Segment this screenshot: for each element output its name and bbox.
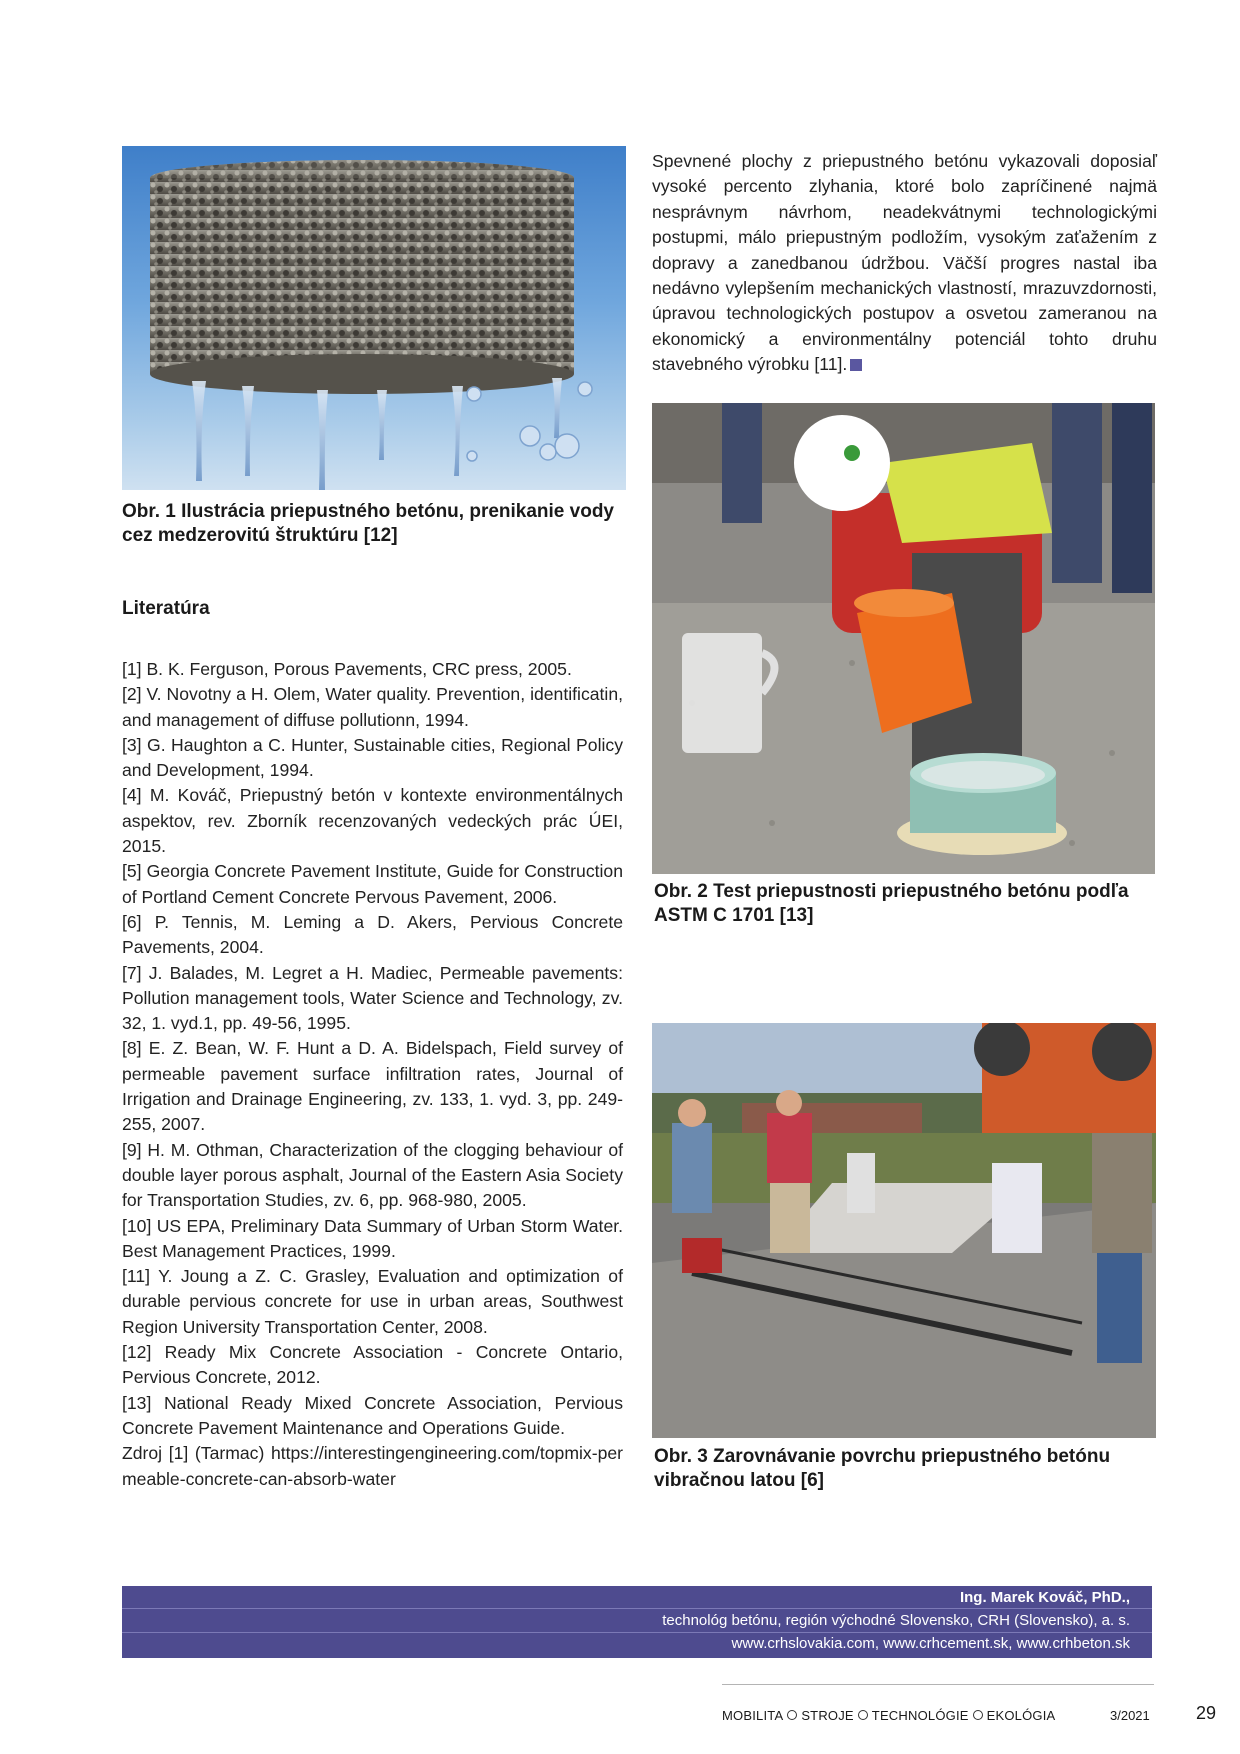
permeability-test-photo bbox=[652, 403, 1155, 874]
reference-item: [6] P. Tennis, M. Leming a D. Akers, Pervious Concrete Pavements, 2004. bbox=[122, 911, 623, 958]
issue-number: 3/2021 bbox=[1110, 1708, 1150, 1723]
author-band bbox=[122, 1586, 1152, 1658]
page-number: 29 bbox=[1196, 1703, 1217, 1723]
footer-rule bbox=[722, 1684, 1154, 1685]
end-of-article-square-icon bbox=[850, 359, 862, 371]
reference-item: [10] US EPA, Preliminary Data Summary of Urban Storm Water. Best Management Practices, 1999. bbox=[122, 1215, 623, 1261]
reference-item: [11] Y. Joung a Z. C. Grasley, Evaluation and optimization of durable pervious concrete for use in urban areas, Southwest Region University Transportation Center, 2008. bbox=[122, 1266, 623, 1337]
author-band-divider bbox=[122, 1608, 1152, 1609]
intro-text: Spevnené plochy z priepustného betónu vykazovali doposiaľ vysoké percento zlyhania, ktoré bolo zapríčinené najmä nesprávnym návrhom, neadekvátnymi technologickými postupmi, málo priepustným podložím, vysokým zaťažením z dopravy a zanedbanou údržbou. Väčší progres nastal iba nedávno vylepšením mechanických vlastností, mrazuvzdornosti, úpravou technologických postupov a osvetou zameranou na ekonomický a environmentálny potenciál tohto druhu stavebného výrobku [11]. bbox=[652, 151, 1157, 375]
footer-topic: TECHNOLÓGIE bbox=[871, 1708, 969, 1723]
reference-item: [3] G. Haughton a C. Hunter, Sustainable cities, Regional Policy and Development, 1994. bbox=[122, 734, 623, 781]
reference-item: [8] E. Z. Bean, W. F. Hunt a D. A. Bidelspach, Field survey of permeable pavement surface infiltration rates, Journal of Irrigation and Drainage Engineering, zv. 133, 1. vyd. 3, pp. 249-255, 2007. bbox=[122, 1038, 623, 1135]
author-band-divider bbox=[122, 1632, 1152, 1633]
circle-separator-icon bbox=[973, 1710, 983, 1720]
circle-separator-icon bbox=[858, 1710, 868, 1720]
reference-item: [2] V. Novotny a H. Olem, Water quality. Prevention, identificatin, and management of diffuse pollutionn, 1994. bbox=[122, 684, 623, 730]
figure-1-caption: Obr. 1 Ilustrácia priepustného betónu, prenikanie vody cez medzerovitú štruktúru [12] bbox=[122, 501, 614, 546]
author-websites: www.crhslovakia.com, www.crhcement.sk, www.crhbeton.sk bbox=[731, 1635, 1130, 1652]
author-name: Ing. Marek Kováč, PhD., bbox=[959, 1589, 1130, 1606]
reference-item: [7] J. Balades, M. Legret a H. Madiec, Permeable pavements: Pollution management tools, Water Science and Technology, zv. 32, 1. vyd.1, pp. 49-56, 1995. bbox=[122, 962, 623, 1034]
circle-separator-icon bbox=[787, 1710, 797, 1720]
figure-3-caption: Obr. 3 Zarovnávanie povrchu priepustného betónu vibračnou latou [6] bbox=[654, 1446, 1111, 1491]
reference-item: [1] B. K. Ferguson, Porous Pavements, CRC press, 2005. bbox=[122, 659, 572, 679]
source-note: Zdroj [1] (Tarmac) https://interestingengineering.com/topmix-permeable-concrete-can-absorb-water bbox=[122, 1443, 623, 1489]
figure-2-caption: Obr. 2 Test priepustnosti priepustného betónu podľa ASTM C 1701 [13] bbox=[654, 881, 1129, 926]
author-role: technológ betónu, región východné Slovensko, CRH (Slovensko), a. s. bbox=[662, 1612, 1130, 1629]
figure-1-image bbox=[122, 146, 626, 490]
reference-item: [5] Georgia Concrete Pavement Institute, Guide for Construction of Portland Cement Concrete Pervous Pavement, 2006. bbox=[122, 861, 623, 907]
intro-paragraph bbox=[652, 149, 1157, 378]
reference-item: [4] M. Kováč, Priepustný betón v kontexte environmentálnych aspektov, rev. Zborník recenzovaných vedeckých prác ÚEI, 2015. bbox=[122, 785, 623, 857]
reference-item: [9] H. M. Othman, Characterization of the clogging behaviour of double layer porous asphalt, Journal of the Eastern Asia Society for Transportation Studies, zv. 6, pp. 968-980, 2005. bbox=[122, 1139, 623, 1211]
footer-topic: STROJE bbox=[801, 1708, 854, 1723]
references-list bbox=[122, 657, 623, 1492]
reference-item: [13] National Ready Mixed Concrete Association, Pervious Concrete Pavement Maintenance and Operations Guide. bbox=[122, 1392, 623, 1438]
footer-topic: MOBILITA bbox=[722, 1708, 784, 1723]
figure-3-image bbox=[652, 1023, 1156, 1438]
literature-heading: Literatúra bbox=[122, 598, 210, 619]
footer-topic: EKOLÓGIA bbox=[986, 1708, 1056, 1723]
porous-concrete-illustration bbox=[122, 146, 626, 490]
figure-2-image bbox=[652, 403, 1155, 874]
reference-item: [12] Ready Mix Concrete Association - Concrete Ontario, Pervious Concrete, 2012. bbox=[122, 1342, 623, 1388]
footer-topics bbox=[722, 1708, 1055, 1723]
vibratory-screed-photo bbox=[652, 1023, 1156, 1438]
